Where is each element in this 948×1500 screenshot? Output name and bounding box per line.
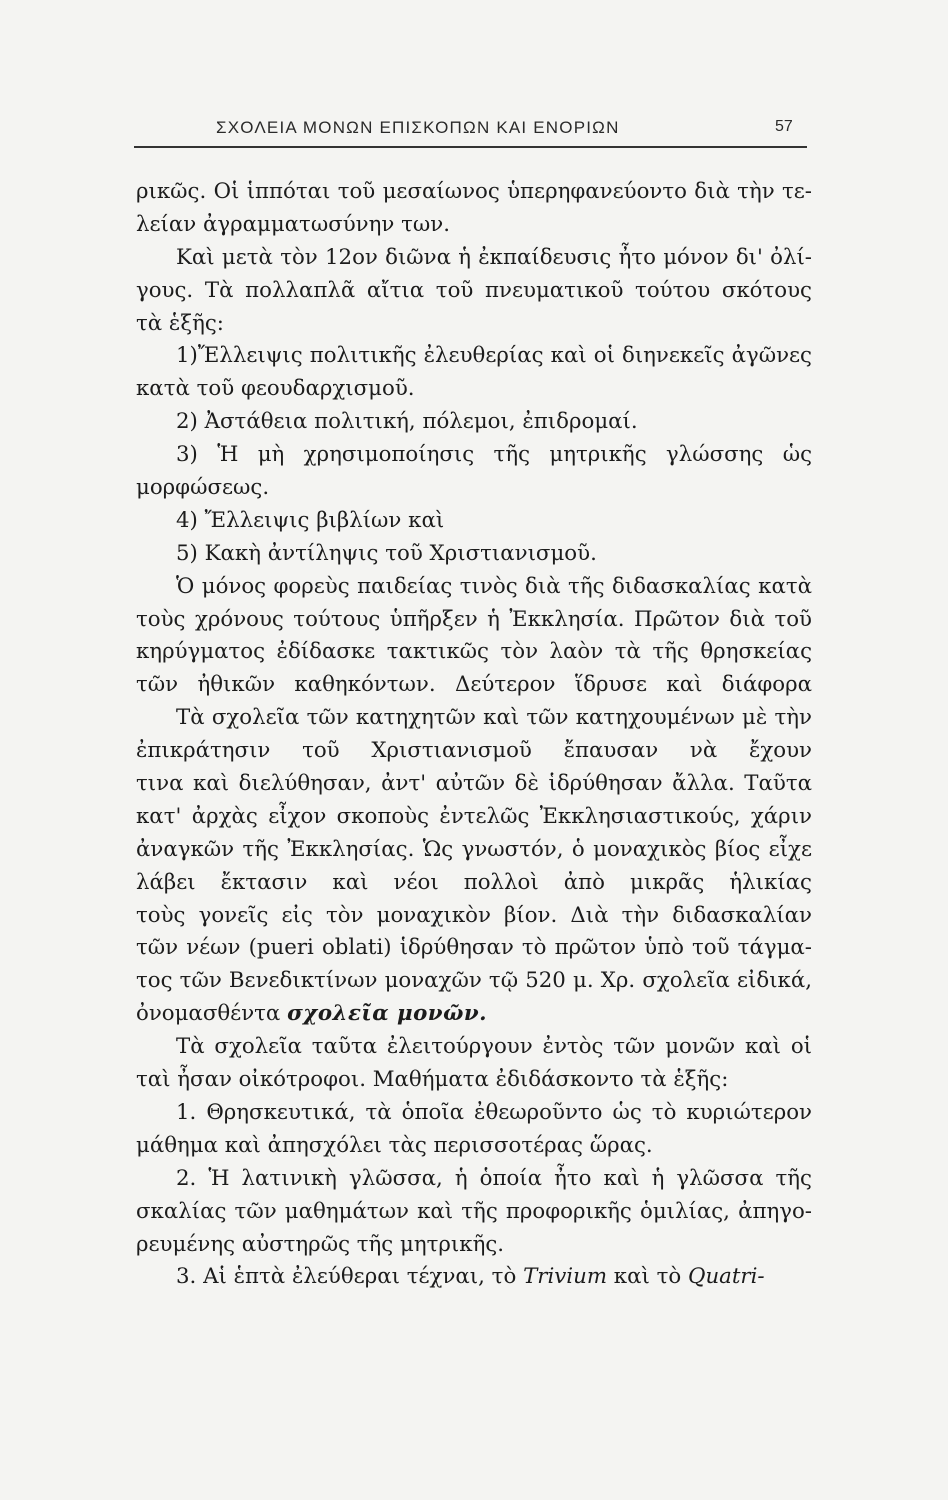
text-line: 1)Ἔλλειψις πολιτικῆς ἐλευθερίας καὶ οἱ διηνεκεῖς ἀγῶνες <box>176 343 812 369</box>
text-line: 2. Ἡ λατινικὴ γλῶσσα, ἡ ὁποία ἦτο καὶ ἡ γλῶσσα τῆς <box>176 1165 812 1191</box>
text-line-with-emphasis <box>136 998 812 1031</box>
text-line: ἐπικράτησιν τοῦ Χριστιανισμοῦ ἔπαυσαν νὰ ἔχουν <box>136 738 812 764</box>
text-line: τος τῶν Βενεδικτίνων μοναχῶν τῷ 520 μ. Χρ. σχολεῖα εἰδικά, <box>136 968 812 994</box>
text-line: Ὁ μόνος φορεὺς παιδείας τινὸς διὰ τῆς διδασκαλίας κατὰ <box>176 573 812 599</box>
text-line: τῶν νέων (pueri oblati) ἱδρύθησαν τὸ πρῶτον ὑπὸ τοῦ τάγμα- <box>136 935 812 961</box>
text-line: τῶν ἠθικῶν καθηκόντων. Δεύτερον ἵδρυσε καὶ διάφορα <box>136 672 812 698</box>
text-line: μάθημα καὶ ἀπησχόλει τὰς περισσοτέρας ὥρας. <box>136 1132 653 1158</box>
text-line: κηρύγματος ἐδίδασκε τακτικῶς τὸν λαὸν τὰ τῆς θρησκείας <box>136 639 812 665</box>
text-line: ρικῶς. Οἱ ἱππόται τοῦ μεσαίωνος ὑπερηφανεύοντο διὰ τὴν τε- <box>136 179 812 204</box>
running-head: ΣΧΟΛΕΙΑ ΜΟΝΩΝ ΕΠΙΣΚΟΠΩΝ ΚΑΙ ΕΝΟΡΙΩΝ <box>216 118 620 137</box>
text-line: Τὰ σχολεῖα ταῦτα ἐλειτούργουν ἐντὸς τῶν μονῶν καὶ οἱ <box>176 1034 812 1060</box>
text-line: 3) Ἡ μὴ χρησιμοποίησις τῆς μητρικῆς γλώσσης ὡς <box>176 442 812 468</box>
text-line: τινα καὶ διελύθησαν, ἀντ' αὐτῶν δὲ ἱδρύθησαν ἄλλα. Ταῦτα <box>136 771 812 797</box>
text-line: Καὶ μετὰ τὸν 12ον διῶνα ἡ ἐκπαίδευσις ἦτο μόνον δι' ὀλί- <box>176 244 812 270</box>
text-line: τοὺς χρόνους τούτους ὑπῆρξεν ἡ Ἐκκλησία. Πρῶτον διὰ τοῦ <box>136 606 812 632</box>
header-rule <box>134 146 807 148</box>
text-line: τοὺς γονεῖς εἰς τὸν μοναχικὸν βίον. Διὰ τὴν διδασκαλίαν <box>136 902 812 928</box>
text-line: 1. Θρησκευτικά, τὰ ὁποῖα ἐθεωροῦντο ὡς τὸ κυριώτερον <box>176 1099 812 1125</box>
text-line: 4) Ἔλλειψις βιβλίων καὶ <box>176 507 445 533</box>
text-fragment: ὀνομασθέντα <box>136 1001 281 1027</box>
text-line: σκαλίας τῶν μαθημάτων καὶ τῆς προφορικῆς ὁμιλίας, ἀπηγο- <box>136 1198 812 1224</box>
page-number: 57 <box>775 118 793 135</box>
text-fragment: 3. Αἱ ἑπτὰ ἐλεύθεραι τέχναι, τὸ <box>176 1264 517 1290</box>
text-line: κατὰ τοῦ φεουδαρχισμοῦ. <box>136 376 415 402</box>
text-line: 2) Ἀστάθεια πολιτική, πόλεμοι, ἐπιδρομαί. <box>176 409 638 435</box>
emphasis-trivium: Trivium <box>523 1264 608 1290</box>
text-line: ἀναγκῶν τῆς Ἐκκλησίας. Ὡς γνωστόν, ὁ μοναχικὸς βίος εἶχε <box>136 836 812 862</box>
text-line: ρευμένης αὐστηρῶς τῆς μητρικῆς. <box>136 1231 505 1257</box>
text-line: 5) Κακὴ ἀντίληψις τοῦ Χριστιανισμοῦ. <box>176 540 597 566</box>
text-line: ταὶ ἦσαν οἰκότροφοι. Μαθήματα ἐδιδάσκοντο τὰ ἑξῆς: <box>136 1067 729 1093</box>
text-line: τὰ ἑξῆς: <box>136 310 224 336</box>
text-line: Τὰ σχολεῖα τῶν κατηχητῶν καὶ τῶν κατηχουμένων μὲ τὴν <box>176 705 812 731</box>
text-line: λάβει ἔκτασιν καὶ νέοι πολλοὶ ἀπὸ μικρᾶς ἡλικίας <box>136 869 812 895</box>
text-line: μορφώσεως. <box>136 475 270 501</box>
text-line: κατ' ἀρχὰς εἶχον σκοποὺς ἐντελῶς Ἐκκλησιαστικούς, χάριν <box>136 803 812 829</box>
body-text <box>136 176 812 1294</box>
text-line: γους. Τὰ πολλαπλᾶ αἴτια τοῦ πνευματικοῦ τούτου σκότους <box>136 277 812 303</box>
emphasis-quatri: Quatri- <box>688 1264 765 1290</box>
text-fragment: καὶ τὸ <box>613 1264 682 1290</box>
text-line-with-emphasis <box>136 1261 812 1294</box>
text-line: λείαν ἀγραμματωσύνην των. <box>136 211 450 237</box>
emphasis-school-term: σχολεῖα μονῶν. <box>287 1001 488 1027</box>
